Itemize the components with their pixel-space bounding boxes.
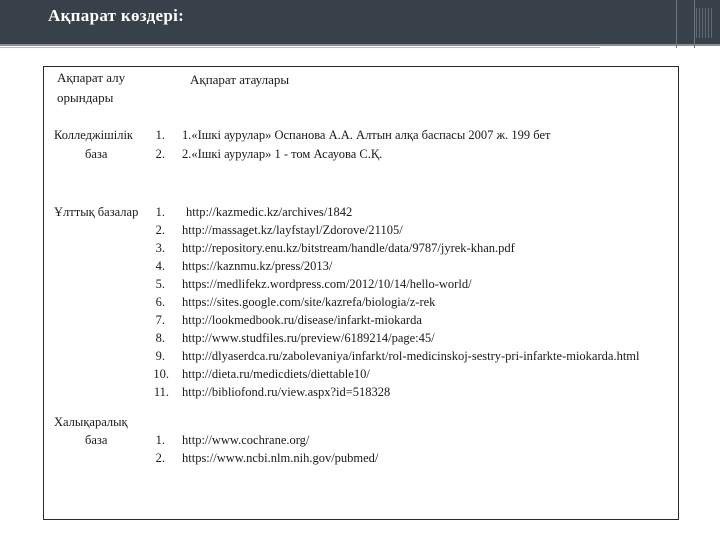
list-item-link: https://www.ncbi.nlm.nih.gov/pubmed/	[182, 451, 379, 465]
list-item-link: http://dlyaserdca.ru/zabolevaniya/infarkt/rol-medicinskoj-sestry-pri-infarkte-miokarda.html	[182, 349, 640, 363]
list-item-link: https://sites.google.com/site/kazrefa/biologia/z-rek	[182, 295, 436, 309]
section-name: Ұлттық базалар	[54, 205, 139, 219]
list-item-link: http://dieta.ru/medicdiets/diettable10/	[182, 367, 370, 381]
item-number: 2.	[155, 147, 165, 161]
list-item-link: http://www.cochrane.org/	[182, 433, 310, 447]
list-item-link: http://massaget.kz/layfstayl/Zdorove/21105/	[182, 223, 403, 237]
item-number: 2.	[155, 451, 165, 465]
title-bar	[0, 0, 720, 44]
column-header-sources: Ақпарат алу	[57, 70, 126, 85]
list-item-link: http://repository.enu.kz/bitstream/handle/data/9787/jyrek-khan.pdf	[182, 241, 515, 255]
list-item-link: http://bibliofond.ru/view.aspx?id=518328	[182, 385, 391, 399]
page-title: Ақпарат көздері:	[48, 6, 185, 25]
list-item: 2.«Ішкі аурулар» 1 - том Асауова С.Қ.	[182, 147, 383, 161]
section-name-line2: база	[85, 433, 108, 447]
item-number: 1.	[155, 433, 165, 447]
section-name: Колледжішілік	[54, 128, 134, 142]
item-number: 11.	[153, 385, 169, 399]
item-number: 9.	[155, 349, 165, 363]
item-number: 5.	[155, 277, 165, 291]
list-item-link: https://kaznmu.kz/press/2013/	[182, 259, 333, 273]
section-name: Халықаралық	[54, 415, 128, 429]
column-header-sources-line2: орындары	[57, 90, 114, 105]
list-item-link: http://kazmedic.kz/archives/1842	[186, 205, 353, 219]
item-number: 7.	[155, 313, 165, 327]
corner-texture	[696, 8, 714, 38]
item-number: 6.	[155, 295, 165, 309]
list-item: 1.«Ішкі аурулар» Оспанова А.А. Алтын алқа баспасы 2007 ж. 199 бет	[182, 128, 551, 142]
list-item-link: http://www.studfiles.ru/preview/6189214/page:45/	[182, 331, 435, 345]
section-name-line2: база	[85, 147, 108, 161]
item-number: 8.	[155, 331, 165, 345]
item-number: 1.	[155, 205, 165, 219]
item-number: 2.	[155, 223, 165, 237]
item-number: 3.	[155, 241, 165, 255]
item-number: 4.	[155, 259, 165, 273]
list-item-link: http://lookmedbook.ru/disease/infarkt-miokarda	[182, 313, 422, 327]
list-item-link: https://medlifekz.wordpress.com/2012/10/14/hello-world/	[182, 277, 472, 291]
column-header-titles: Ақпарат атаулары	[190, 72, 290, 87]
decorative-line	[0, 44, 720, 46]
item-number: 10.	[153, 367, 169, 381]
decorative-line-thin	[0, 47, 600, 48]
item-number: 1.	[155, 128, 165, 142]
